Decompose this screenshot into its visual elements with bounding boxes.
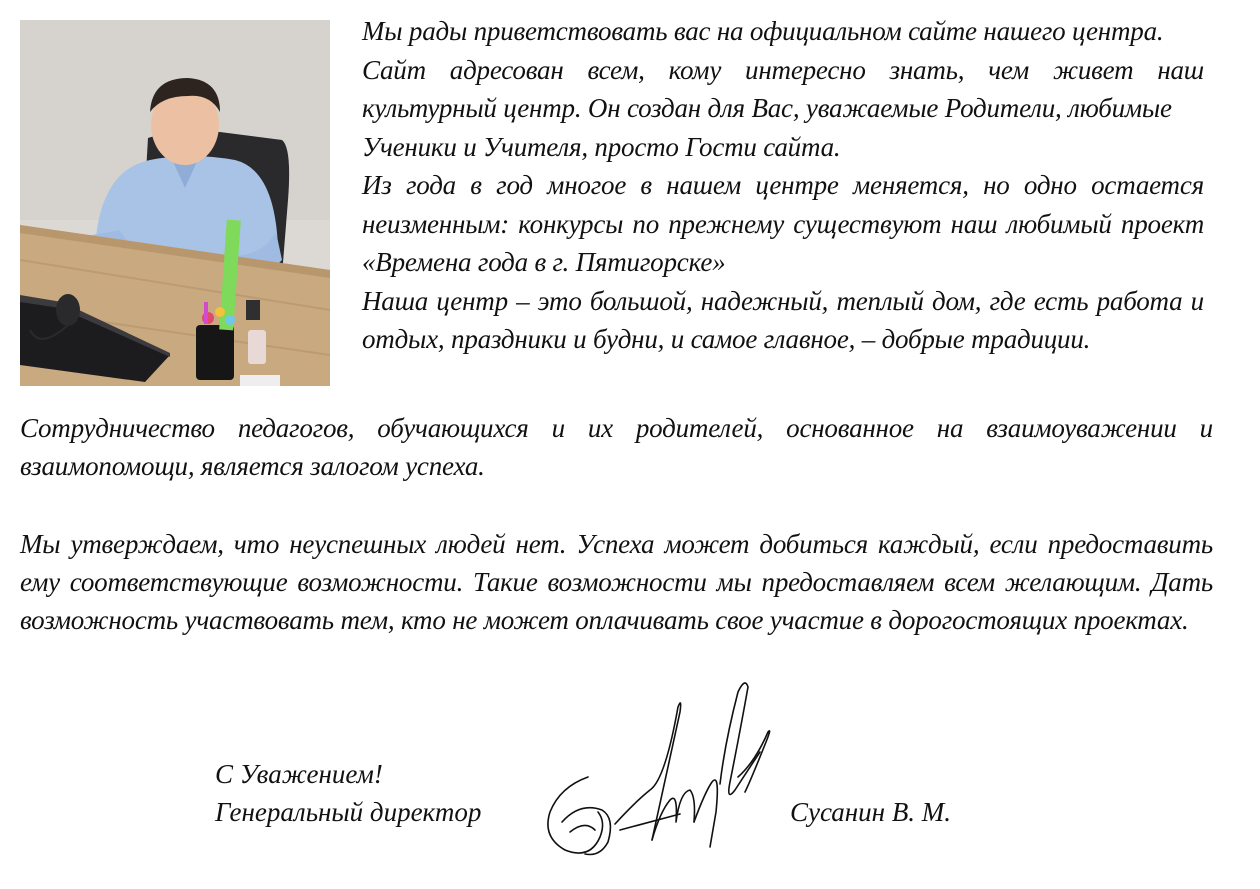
signature-image xyxy=(540,672,780,867)
intro-line-greeting: Мы рады приветствовать вас на официальном сайте нашего центра. xyxy=(362,16,1164,46)
director-photo xyxy=(20,20,330,386)
cooperation-paragraph xyxy=(20,409,1213,485)
intro-line-guests: Ученики и Учителя, просто Гости сайта. xyxy=(362,131,841,162)
director-name: Сусанин В. М. xyxy=(790,797,952,827)
intro-text xyxy=(362,12,1204,359)
closing-block xyxy=(215,755,481,831)
closing-greeting: С Уважением! xyxy=(215,759,383,789)
closing-position: Генеральный директор xyxy=(215,797,482,827)
success-text: Мы утверждаем, что неуспешных людей нет. Успеха может добиться каждый, если предоставить ему соответствующие возможности. Такие возможности мы предоставляем всем желающим. Дать возможность участвовать тем, кто не может оплачивать свое участие в дорогостоящих проектах. xyxy=(20,529,1213,635)
intro-line-audience: Сайт адресован всем, кому интересно знать, чем живет наш культурный центр. Он создан для Вас, уважаемые Родители, любимые xyxy=(362,54,1204,123)
intro-line-home: Наша центр – это большой, надежный, теплый дом, где есть работа и отдых, праздники и будни, и самое главное, – добрые традиции. xyxy=(362,285,1204,354)
intro-line-tradition: Из года в год многое в нашем центре меняется, но одно остается неизменным: конкурсы по прежнему существуют наш любимый проект «Времена года в г. Пятигорске» xyxy=(362,170,1204,277)
success-paragraph xyxy=(20,525,1213,639)
cooperation-text: Сотрудничество педагогов, обучающихся и их родителей, основанное на взаимоуважении и взаимопомощи, является залогом успеха. xyxy=(20,413,1213,481)
